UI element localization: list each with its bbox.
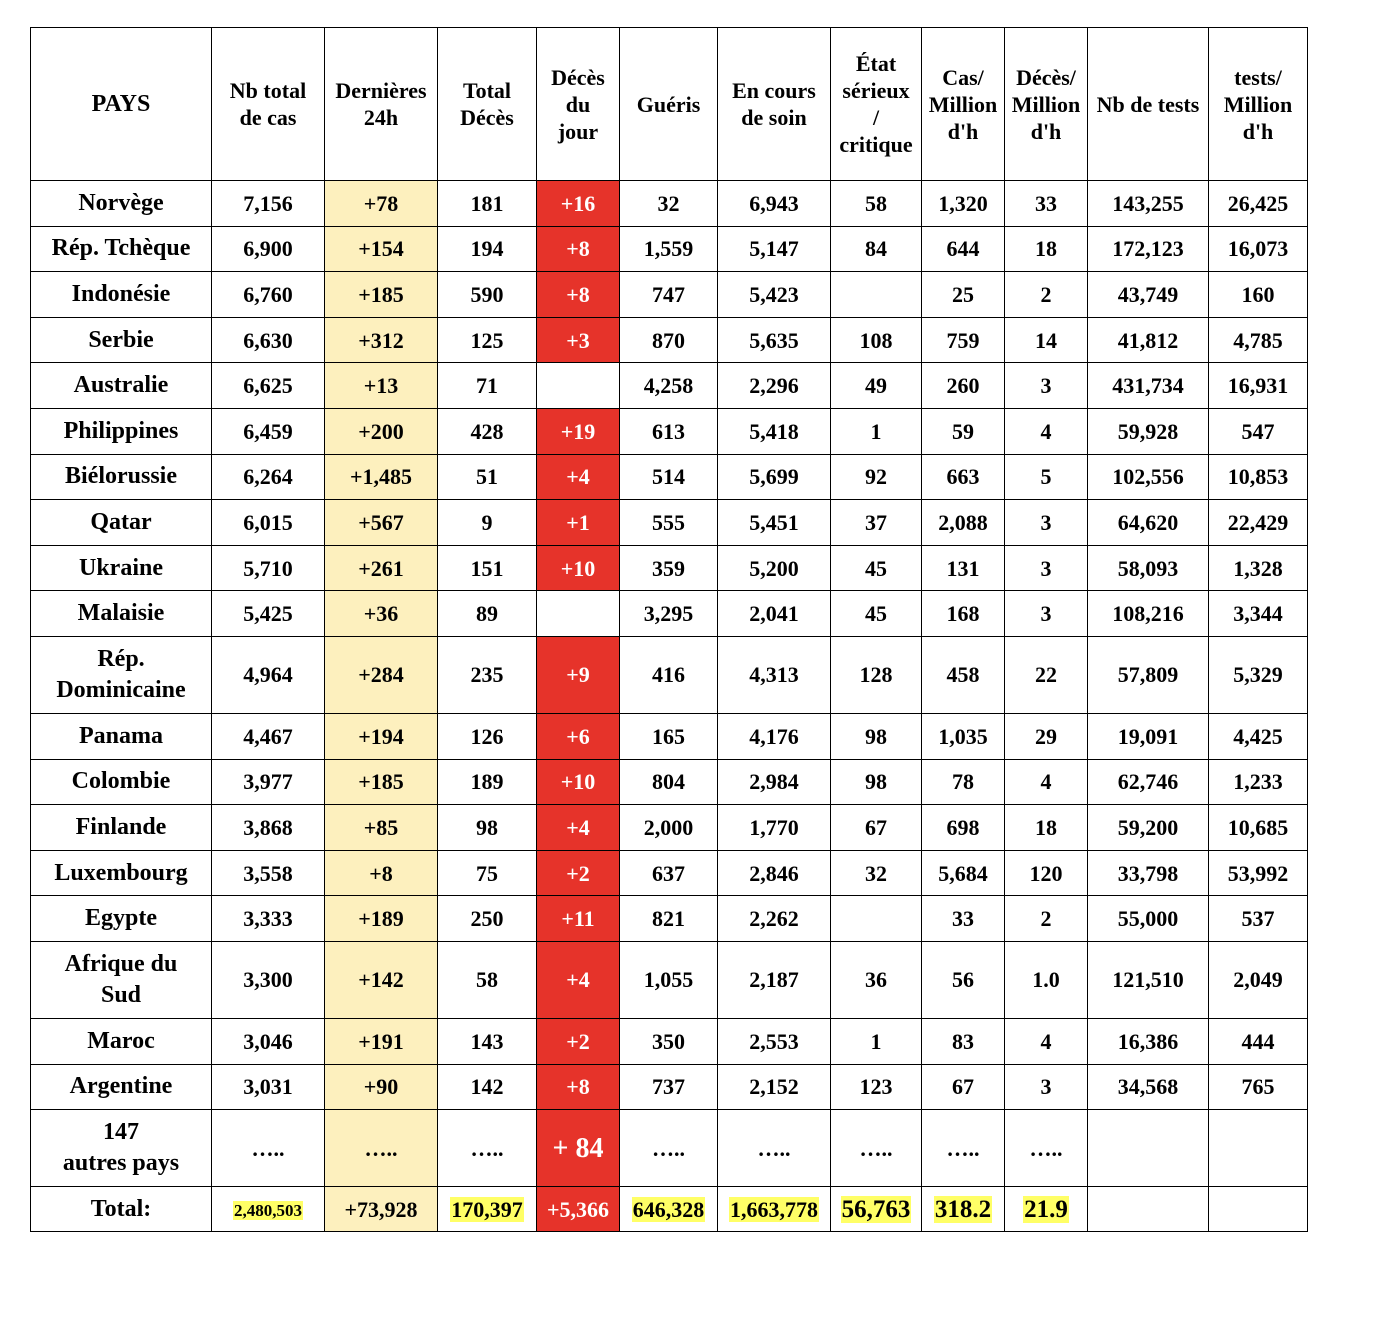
table-row — [31, 408, 1308, 454]
new-cases-cell: +567 — [325, 500, 438, 546]
serious-cell: 37 — [831, 500, 922, 546]
table-row — [31, 850, 1308, 896]
total-tests-cell — [1088, 1187, 1209, 1232]
tests-per-million-cell: 537 — [1209, 896, 1308, 942]
new-cases-cell: +261 — [325, 545, 438, 591]
deaths-per-million-cell: 2 — [1005, 272, 1088, 318]
total-cases-cell: 3,300 — [212, 941, 325, 1018]
header-etat-critique: État sérieux / critique — [831, 28, 922, 181]
total-cases-cell: 6,459 — [212, 408, 325, 454]
total-serious-cell — [831, 1187, 922, 1232]
cases-per-million-cell: 25 — [922, 272, 1005, 318]
recovered-cell: 613 — [620, 408, 718, 454]
country-name: Finlande — [31, 805, 212, 851]
serious-cell: 128 — [831, 636, 922, 713]
tests-per-million-cell: 547 — [1209, 408, 1308, 454]
deaths-per-million-cell: 18 — [1005, 226, 1088, 272]
total-deaths-cell: 143 — [438, 1018, 537, 1064]
total-cases-cell: 6,015 — [212, 500, 325, 546]
new-cases-cell: +1,485 — [325, 454, 438, 500]
active-cell: 2,187 — [718, 941, 831, 1018]
deaths-per-million-cell: 4 — [1005, 759, 1088, 805]
table-row — [31, 1018, 1308, 1064]
tests-cell: 55,000 — [1088, 896, 1209, 942]
tests-cell: 108,216 — [1088, 591, 1209, 637]
deaths-per-million-cell: 33 — [1005, 181, 1088, 227]
other-new-cell: ….. — [325, 1110, 438, 1187]
new-deaths-cell: +9 — [537, 636, 620, 713]
cases-per-million-cell: 56 — [922, 941, 1005, 1018]
table-row — [31, 545, 1308, 591]
cases-per-million-cell: 2,088 — [922, 500, 1005, 546]
new-cases-cell: +185 — [325, 272, 438, 318]
new-cases-cell: +191 — [325, 1018, 438, 1064]
tests-per-million-cell: 444 — [1209, 1018, 1308, 1064]
total-deaths-cell: 235 — [438, 636, 537, 713]
country-name: Maroc — [31, 1018, 212, 1064]
active-cell: 2,041 — [718, 591, 831, 637]
cases-per-million-cell: 5,684 — [922, 850, 1005, 896]
country-name: Afrique du Sud — [31, 941, 212, 1018]
deaths-per-million-cell: 4 — [1005, 408, 1088, 454]
serious-cell: 92 — [831, 454, 922, 500]
total-cases-cell: 6,264 — [212, 454, 325, 500]
tests-per-million-cell: 10,685 — [1209, 805, 1308, 851]
new-cases-cell: +85 — [325, 805, 438, 851]
total-cases-cell: 6,760 — [212, 272, 325, 318]
header-gueris: Guéris — [620, 28, 718, 181]
cases-per-million-cell: 33 — [922, 896, 1005, 942]
tests-per-million-cell: 16,073 — [1209, 226, 1308, 272]
cases-per-million-cell: 759 — [922, 317, 1005, 363]
table-row — [31, 636, 1308, 713]
total-serious-value: 56,763 — [841, 1195, 911, 1223]
tests-per-million-cell: 53,992 — [1209, 850, 1308, 896]
new-cases-cell: +13 — [325, 363, 438, 409]
country-name: Australie — [31, 363, 212, 409]
new-cases-cell: +36 — [325, 591, 438, 637]
serious-cell: 45 — [831, 591, 922, 637]
total-deaths-million-cell — [1005, 1187, 1088, 1232]
country-name: Rép. Tchèque — [31, 226, 212, 272]
recovered-cell: 555 — [620, 500, 718, 546]
new-cases-cell: +189 — [325, 896, 438, 942]
deaths-per-million-cell: 2 — [1005, 896, 1088, 942]
new-cases-cell: +194 — [325, 713, 438, 759]
tests-cell: 43,749 — [1088, 272, 1209, 318]
active-cell: 5,147 — [718, 226, 831, 272]
serious-cell: 98 — [831, 759, 922, 805]
country-name: Panama — [31, 713, 212, 759]
active-cell: 5,635 — [718, 317, 831, 363]
other-deaths-cell: ….. — [438, 1110, 537, 1187]
country-name: Rép. Dominicaine — [31, 636, 212, 713]
new-cases-cell: +185 — [325, 759, 438, 805]
other-countries-label: 147 autres pays — [31, 1110, 212, 1187]
total-active-cell — [718, 1187, 831, 1232]
other-tests-cell — [1088, 1110, 1209, 1187]
country-name: Colombie — [31, 759, 212, 805]
cases-per-million-cell: 67 — [922, 1064, 1005, 1110]
active-cell: 4,176 — [718, 713, 831, 759]
tests-cell: 121,510 — [1088, 941, 1209, 1018]
other-serious-cell: ….. — [831, 1110, 922, 1187]
total-cases-value: 2,480,503 — [234, 1200, 302, 1220]
other-cas-million-cell: ….. — [922, 1110, 1005, 1187]
cases-per-million-cell: 78 — [922, 759, 1005, 805]
recovered-cell: 804 — [620, 759, 718, 805]
new-deaths-cell: +4 — [537, 454, 620, 500]
cases-per-million-cell: 698 — [922, 805, 1005, 851]
total-deaths-cell — [438, 1187, 537, 1232]
total-active-value: 1,663,778 — [730, 1196, 818, 1222]
other-new-deaths-cell: + 84 — [537, 1110, 620, 1187]
deaths-per-million-cell: 3 — [1005, 500, 1088, 546]
new-deaths-cell: +1 — [537, 500, 620, 546]
cases-per-million-cell: 1,035 — [922, 713, 1005, 759]
total-label: Total: — [31, 1187, 212, 1232]
total-deaths-cell: 142 — [438, 1064, 537, 1110]
tests-per-million-cell: 2,049 — [1209, 941, 1308, 1018]
tests-per-million-cell: 5,329 — [1209, 636, 1308, 713]
active-cell: 4,313 — [718, 636, 831, 713]
tests-per-million-cell: 16,931 — [1209, 363, 1308, 409]
deaths-per-million-cell: 3 — [1005, 591, 1088, 637]
deaths-per-million-cell: 4 — [1005, 1018, 1088, 1064]
new-cases-cell: +78 — [325, 181, 438, 227]
header-deces-million: Décès/ Million d'h — [1005, 28, 1088, 181]
serious-cell: 67 — [831, 805, 922, 851]
total-deaths-cell: 590 — [438, 272, 537, 318]
total-new-deaths-cell: +5,366 — [537, 1187, 620, 1232]
active-cell: 2,553 — [718, 1018, 831, 1064]
other-recovered-cell: ….. — [620, 1110, 718, 1187]
header-nb-total: Nb total de cas — [212, 28, 325, 181]
table-body — [31, 181, 1308, 1110]
recovered-cell: 737 — [620, 1064, 718, 1110]
tests-cell: 62,746 — [1088, 759, 1209, 805]
total-cases-cell: 3,977 — [212, 759, 325, 805]
new-cases-cell: +284 — [325, 636, 438, 713]
deaths-per-million-cell: 120 — [1005, 850, 1088, 896]
total-cases-cell: 5,425 — [212, 591, 325, 637]
new-deaths-cell: +10 — [537, 545, 620, 591]
total-deaths-cell: 71 — [438, 363, 537, 409]
total-deaths-cell: 51 — [438, 454, 537, 500]
new-deaths-cell: +2 — [537, 850, 620, 896]
serious-cell: 108 — [831, 317, 922, 363]
country-name: Luxembourg — [31, 850, 212, 896]
other-tests-million-cell — [1209, 1110, 1308, 1187]
new-cases-cell: +142 — [325, 941, 438, 1018]
tests-cell: 64,620 — [1088, 500, 1209, 546]
serious-cell: 36 — [831, 941, 922, 1018]
table-row — [31, 941, 1308, 1018]
new-cases-cell: +154 — [325, 226, 438, 272]
new-deaths-cell: +8 — [537, 226, 620, 272]
new-deaths-cell — [537, 591, 620, 637]
cases-per-million-cell: 1,320 — [922, 181, 1005, 227]
serious-cell — [831, 272, 922, 318]
recovered-cell: 2,000 — [620, 805, 718, 851]
serious-cell — [831, 896, 922, 942]
active-cell: 5,423 — [718, 272, 831, 318]
total-deaths-cell: 181 — [438, 181, 537, 227]
tests-per-million-cell: 765 — [1209, 1064, 1308, 1110]
active-cell: 5,200 — [718, 545, 831, 591]
header-pays: PAYS — [31, 28, 212, 181]
new-cases-cell: +200 — [325, 408, 438, 454]
country-name: Qatar — [31, 500, 212, 546]
active-cell: 6,943 — [718, 181, 831, 227]
header-dernieres-24h: Dernières 24h — [325, 28, 438, 181]
total-cases-cell: 6,900 — [212, 226, 325, 272]
country-name: Argentine — [31, 1064, 212, 1110]
total-cases-cell: 3,868 — [212, 805, 325, 851]
total-cases-cell: 3,558 — [212, 850, 325, 896]
recovered-cell: 359 — [620, 545, 718, 591]
table-row — [31, 317, 1308, 363]
total-cases-cell: 3,031 — [212, 1064, 325, 1110]
total-cases-cell: 4,964 — [212, 636, 325, 713]
total-cas-million-cell — [922, 1187, 1005, 1232]
serious-cell: 1 — [831, 408, 922, 454]
cases-per-million-cell: 59 — [922, 408, 1005, 454]
tests-cell: 41,812 — [1088, 317, 1209, 363]
recovered-cell: 416 — [620, 636, 718, 713]
tests-per-million-cell: 10,853 — [1209, 454, 1308, 500]
total-new-cell: +73,928 — [325, 1187, 438, 1232]
new-deaths-cell: +3 — [537, 317, 620, 363]
total-cas-million-value: 318.2 — [934, 1195, 992, 1223]
tests-cell: 59,200 — [1088, 805, 1209, 851]
active-cell: 2,296 — [718, 363, 831, 409]
total-row — [31, 1187, 1308, 1232]
serious-cell: 32 — [831, 850, 922, 896]
country-name: Indonésie — [31, 272, 212, 318]
table-row — [31, 181, 1308, 227]
active-cell: 5,451 — [718, 500, 831, 546]
table-row — [31, 805, 1308, 851]
cases-per-million-cell: 644 — [922, 226, 1005, 272]
total-cases-cell: 6,625 — [212, 363, 325, 409]
table-row — [31, 591, 1308, 637]
tests-cell: 33,798 — [1088, 850, 1209, 896]
recovered-cell: 637 — [620, 850, 718, 896]
new-deaths-cell: +11 — [537, 896, 620, 942]
country-name: Biélorussie — [31, 454, 212, 500]
other-countries-row — [31, 1110, 1308, 1187]
active-cell: 1,770 — [718, 805, 831, 851]
table-row — [31, 759, 1308, 805]
tests-cell: 19,091 — [1088, 713, 1209, 759]
total-deaths-cell: 98 — [438, 805, 537, 851]
new-deaths-cell: +8 — [537, 272, 620, 318]
active-cell: 2,846 — [718, 850, 831, 896]
total-deaths-value: 170,397 — [451, 1196, 523, 1222]
header-row — [31, 28, 1308, 181]
recovered-cell: 1,559 — [620, 226, 718, 272]
header-nb-tests: Nb de tests — [1088, 28, 1209, 181]
new-deaths-cell: +2 — [537, 1018, 620, 1064]
total-deaths-cell: 75 — [438, 850, 537, 896]
total-tests-million-cell — [1209, 1187, 1308, 1232]
cases-per-million-cell: 168 — [922, 591, 1005, 637]
recovered-cell: 32 — [620, 181, 718, 227]
header-cas-million: Cas/ Million d'h — [922, 28, 1005, 181]
total-cases-cell: 7,156 — [212, 181, 325, 227]
total-deaths-cell: 58 — [438, 941, 537, 1018]
recovered-cell: 165 — [620, 713, 718, 759]
total-deaths-cell: 428 — [438, 408, 537, 454]
recovered-cell: 870 — [620, 317, 718, 363]
active-cell: 2,262 — [718, 896, 831, 942]
table-row — [31, 272, 1308, 318]
total-deaths-cell: 151 — [438, 545, 537, 591]
deaths-per-million-cell: 3 — [1005, 545, 1088, 591]
recovered-cell: 1,055 — [620, 941, 718, 1018]
table-row — [31, 363, 1308, 409]
serious-cell: 84 — [831, 226, 922, 272]
tests-cell: 59,928 — [1088, 408, 1209, 454]
active-cell: 5,418 — [718, 408, 831, 454]
country-name: Serbie — [31, 317, 212, 363]
table-row — [31, 226, 1308, 272]
new-deaths-cell: +10 — [537, 759, 620, 805]
other-active-cell: ….. — [718, 1110, 831, 1187]
tests-per-million-cell: 1,233 — [1209, 759, 1308, 805]
header-deces-du-jour: Décès du jour — [537, 28, 620, 181]
new-cases-cell: +312 — [325, 317, 438, 363]
new-deaths-cell: +6 — [537, 713, 620, 759]
new-deaths-cell: +4 — [537, 941, 620, 1018]
other-total-cell: ….. — [212, 1110, 325, 1187]
tests-per-million-cell: 22,429 — [1209, 500, 1308, 546]
new-deaths-cell — [537, 363, 620, 409]
total-cases-cell: 3,046 — [212, 1018, 325, 1064]
table-row — [31, 713, 1308, 759]
deaths-per-million-cell: 5 — [1005, 454, 1088, 500]
total-deaths-cell: 9 — [438, 500, 537, 546]
tests-per-million-cell: 4,425 — [1209, 713, 1308, 759]
total-deaths-cell: 89 — [438, 591, 537, 637]
serious-cell: 45 — [831, 545, 922, 591]
deaths-per-million-cell: 14 — [1005, 317, 1088, 363]
cases-per-million-cell: 663 — [922, 454, 1005, 500]
total-deaths-cell: 194 — [438, 226, 537, 272]
other-deaths-million-cell: ….. — [1005, 1110, 1088, 1187]
country-name: Ukraine — [31, 545, 212, 591]
country-name: Egypte — [31, 896, 212, 942]
header-en-cours-de-soin: En cours de soin — [718, 28, 831, 181]
new-deaths-cell: +4 — [537, 805, 620, 851]
active-cell: 2,152 — [718, 1064, 831, 1110]
tests-cell: 58,093 — [1088, 545, 1209, 591]
total-cases-cell: 6,630 — [212, 317, 325, 363]
table-row — [31, 500, 1308, 546]
total-deaths-cell: 189 — [438, 759, 537, 805]
new-cases-cell: +8 — [325, 850, 438, 896]
recovered-cell: 747 — [620, 272, 718, 318]
country-name: Norvège — [31, 181, 212, 227]
tests-cell: 57,809 — [1088, 636, 1209, 713]
new-cases-cell: +90 — [325, 1064, 438, 1110]
deaths-per-million-cell: 29 — [1005, 713, 1088, 759]
serious-cell: 98 — [831, 713, 922, 759]
cases-per-million-cell: 131 — [922, 545, 1005, 591]
deaths-per-million-cell: 22 — [1005, 636, 1088, 713]
tests-cell: 102,556 — [1088, 454, 1209, 500]
table-row — [31, 454, 1308, 500]
total-recovered-cell — [620, 1187, 718, 1232]
total-recovered-value: 646,328 — [632, 1196, 705, 1222]
serious-cell: 49 — [831, 363, 922, 409]
tests-per-million-cell: 4,785 — [1209, 317, 1308, 363]
serious-cell: 123 — [831, 1064, 922, 1110]
new-deaths-cell: +19 — [537, 408, 620, 454]
active-cell: 2,984 — [718, 759, 831, 805]
country-name: Malaisie — [31, 591, 212, 637]
recovered-cell: 821 — [620, 896, 718, 942]
tests-per-million-cell: 160 — [1209, 272, 1308, 318]
country-name: Philippines — [31, 408, 212, 454]
tests-cell: 172,123 — [1088, 226, 1209, 272]
deaths-per-million-cell: 1.0 — [1005, 941, 1088, 1018]
deaths-per-million-cell: 3 — [1005, 1064, 1088, 1110]
cases-per-million-cell: 83 — [922, 1018, 1005, 1064]
tests-per-million-cell: 3,344 — [1209, 591, 1308, 637]
serious-cell: 1 — [831, 1018, 922, 1064]
recovered-cell: 350 — [620, 1018, 718, 1064]
tests-per-million-cell: 26,425 — [1209, 181, 1308, 227]
total-deaths-million-value: 21.9 — [1024, 1195, 1068, 1223]
header-tests-million: tests/ Million d'h — [1209, 28, 1308, 181]
total-cases-cell: 3,333 — [212, 896, 325, 942]
cases-per-million-cell: 458 — [922, 636, 1005, 713]
total-cases-cell: 4,467 — [212, 713, 325, 759]
total-cases-cell — [212, 1187, 325, 1232]
recovered-cell: 514 — [620, 454, 718, 500]
table-row — [31, 896, 1308, 942]
tests-cell: 143,255 — [1088, 181, 1209, 227]
new-deaths-cell: +8 — [537, 1064, 620, 1110]
tests-per-million-cell: 1,328 — [1209, 545, 1308, 591]
header-total-deces: Total Décès — [438, 28, 537, 181]
tests-cell: 431,734 — [1088, 363, 1209, 409]
covid-country-table — [30, 27, 1308, 1232]
serious-cell: 58 — [831, 181, 922, 227]
total-deaths-cell: 126 — [438, 713, 537, 759]
total-deaths-cell: 250 — [438, 896, 537, 942]
table-row — [31, 1064, 1308, 1110]
deaths-per-million-cell: 3 — [1005, 363, 1088, 409]
tests-cell: 16,386 — [1088, 1018, 1209, 1064]
cases-per-million-cell: 260 — [922, 363, 1005, 409]
recovered-cell: 4,258 — [620, 363, 718, 409]
recovered-cell: 3,295 — [620, 591, 718, 637]
tests-cell: 34,568 — [1088, 1064, 1209, 1110]
total-deaths-cell: 125 — [438, 317, 537, 363]
new-deaths-cell: +16 — [537, 181, 620, 227]
active-cell: 5,699 — [718, 454, 831, 500]
deaths-per-million-cell: 18 — [1005, 805, 1088, 851]
total-cases-cell: 5,710 — [212, 545, 325, 591]
